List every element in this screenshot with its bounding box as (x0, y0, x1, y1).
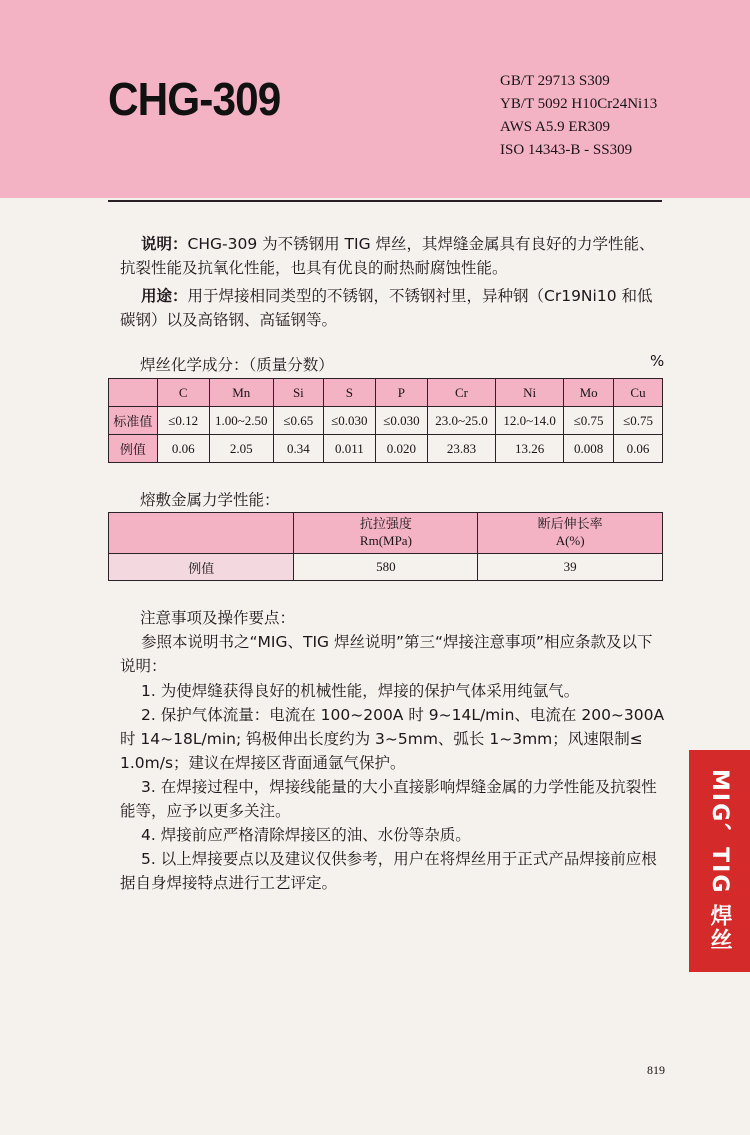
chem-section-title: 焊丝化学成分：（质量分数） (140, 356, 334, 374)
header-divider (108, 200, 662, 202)
table-row (109, 407, 663, 435)
table-cell: 0.06 (614, 435, 663, 463)
table-cell: 1.00~2.50 (209, 407, 273, 435)
header-line: A(%) (555, 533, 585, 548)
header-band (0, 0, 750, 198)
side-tab-label: MIG、TIG 焊丝 (707, 769, 732, 953)
table-cell: 0.008 (564, 435, 614, 463)
notes-intro: 参照本说明书之“MIG、TIG 焊丝说明”第三“焊接注意事项”相应条款及以下说明： (120, 633, 653, 675)
standards-list (500, 70, 657, 162)
table-cell: 0.34 (273, 435, 323, 463)
table-cell: 0.06 (157, 435, 209, 463)
description-label: 说明： (141, 235, 188, 253)
standard-aws: AWS A5.9 ER309 (500, 119, 611, 135)
table-header-cell: C (157, 379, 209, 407)
table-row (109, 435, 663, 463)
usage-label: 用途： (141, 287, 188, 305)
table-cell: 23.0~25.0 (427, 407, 495, 435)
table-header-cell: Cu (614, 379, 663, 407)
mechanical-properties-table (108, 512, 663, 581)
table-header-cell (294, 513, 478, 554)
table-header-cell (109, 513, 294, 554)
row-label: 标准值 (109, 407, 158, 435)
table-cell: 0.020 (375, 435, 427, 463)
note-item: 3. 在焊接过程中，焊接线能量的大小直接影响焊缝金属的力学性能及抗裂性能等，应予以更多关注。 (120, 778, 657, 820)
table-row (109, 554, 663, 581)
table-cell: 12.0~14.0 (496, 407, 564, 435)
table-cell: ≤0.030 (375, 407, 427, 435)
table-cell: ≤0.12 (157, 407, 209, 435)
header-line: 断后伸长率 (537, 517, 603, 532)
table-cell: 23.83 (427, 435, 495, 463)
table-header-cell: S (323, 379, 375, 407)
standard-yb: YB/T 5092 H10Cr24Ni13 (500, 96, 658, 112)
usage-text: 用于焊接相同类型的不锈钢，不锈钢衬里，异种钢（Cr19Ni10 和低碳钢）以及高铬钢、高锰钢等。 (120, 287, 653, 329)
header-line: Rm(MPa) (359, 533, 412, 548)
table-cell: ≤0.75 (614, 407, 663, 435)
note-item: 2. 保护气体流量：电流在 100~200A 时 9~14L/min、电流在 200~300A 时 14~18L/min; 钨极伸出长度约为 3~5mm、弧长 1~3mm；风速限制≤ 1.0m/s；建议在焊接区背面通氩气保护。 (120, 706, 665, 772)
table-cell: 39 (478, 554, 663, 581)
side-tab (689, 750, 750, 972)
table-header-cell: Mn (209, 379, 273, 407)
product-title: CHG-309 (108, 73, 281, 125)
table-header-cell: Mo (564, 379, 614, 407)
description-text: CHG-309 为不锈钢用 TIG 焊丝，其焊缝金属具有良好的力学性能、抗裂性能及抗氧化性能，也具有优良的耐热耐腐蚀性能。 (120, 235, 655, 277)
table-header-cell: Si (273, 379, 323, 407)
table-cell: ≤0.65 (273, 407, 323, 435)
table-header-cell: P (375, 379, 427, 407)
table-cell: ≤0.75 (564, 407, 614, 435)
table-cell: ≤0.030 (323, 407, 375, 435)
note-item: 1. 为使焊缝获得良好的机械性能，焊接的保护气体采用纯氩气。 (141, 682, 580, 700)
note-item: 4. 焊接前应严格清除焊接区的油、水份等杂质。 (141, 826, 471, 844)
header-line: 抗拉强度 (359, 517, 412, 532)
table-cell: 0.011 (323, 435, 375, 463)
table-cell: 2.05 (209, 435, 273, 463)
row-label: 例值 (109, 435, 158, 463)
standard-gb: GB/T 29713 S309 (500, 73, 610, 89)
description-paragraph (120, 232, 666, 280)
table-header-cell (109, 379, 158, 407)
standard-iso: ISO 14343-B - SS309 (500, 142, 633, 158)
note-item: 5. 以上焊接要点以及建议仅供参考，用户在将焊丝用于正式产品焊接前应根据自身焊接特点进行工艺评定。 (120, 850, 657, 892)
page-number: 819 (647, 1063, 665, 1077)
row-label: 例值 (109, 554, 294, 581)
chem-unit: % (650, 352, 665, 370)
table-header-cell (478, 513, 663, 554)
table-cell: 13.26 (496, 435, 564, 463)
table-header-cell: Cr (427, 379, 495, 407)
notes-title: 注意事项及操作要点： (140, 609, 296, 627)
usage-paragraph (120, 284, 666, 332)
table-header-row (109, 513, 663, 554)
table-header-cell: Ni (496, 379, 564, 407)
table-header-row (109, 379, 663, 407)
chemical-composition-table (108, 378, 663, 463)
mech-section-title: 熔敷金属力学性能： (140, 491, 280, 509)
table-cell: 580 (294, 554, 478, 581)
